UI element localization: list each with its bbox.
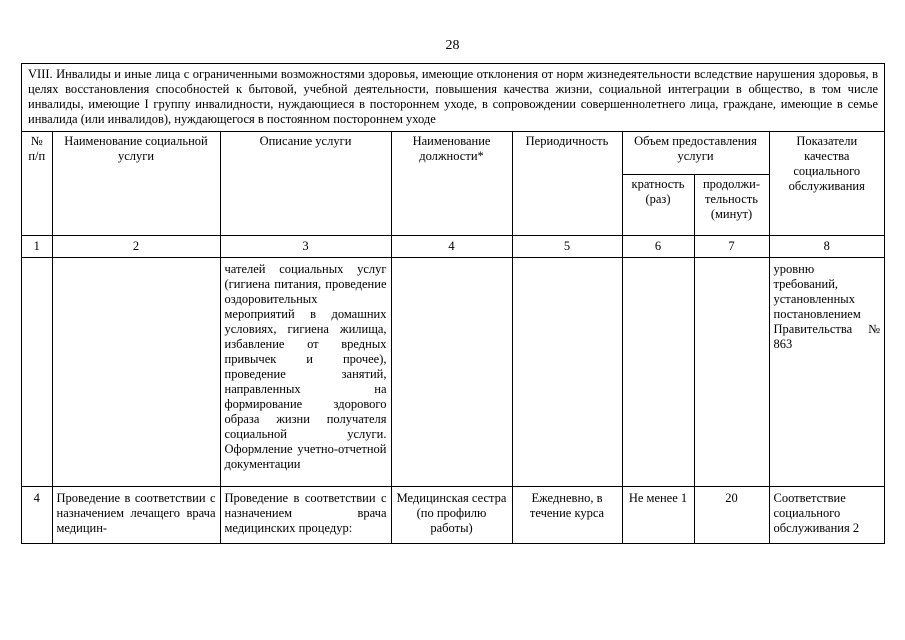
services-table-frame	[21, 63, 885, 544]
row-description: чателей социальных услуг (гигиена питания, проведение оздоровительных мероприятий в домашних условиях, гигиена жилища, избавление от вредных привычек и прочее), проведение занятий, направленных на формирование здорового образа жизни получателя социальной услуги. Оформление учетно-отчетной документации	[220, 258, 391, 487]
header-frequency: кратность (раз)	[622, 175, 694, 236]
column-number: 1	[22, 236, 52, 258]
row-num: 4	[22, 487, 52, 544]
header-position: Наименование должности*	[391, 132, 512, 236]
row-duration: 20	[694, 487, 769, 544]
row-periodicity	[512, 258, 622, 487]
header-num: № п/п	[22, 132, 52, 236]
row-service-name: Проведение в соответствии с назначением лечащего врача медицин-	[52, 487, 220, 544]
table-row	[22, 487, 884, 544]
column-number: 3	[220, 236, 391, 258]
row-frequency: Не менее 1	[622, 487, 694, 544]
header-description: Описание услуги	[220, 132, 391, 236]
row-position	[391, 258, 512, 487]
row-duration	[694, 258, 769, 487]
header-row	[22, 132, 884, 175]
column-number: 7	[694, 236, 769, 258]
header-duration: продолжи-тельность (минут)	[694, 175, 769, 236]
header-volume: Объем предоставления услуги	[622, 132, 769, 175]
row-indicators: уровню требований, установленных постановлением Правительства № 863	[769, 258, 884, 487]
page-number: 28	[445, 38, 460, 53]
services-table	[22, 132, 884, 543]
table-row	[22, 258, 884, 487]
row-service-name	[52, 258, 220, 487]
section-title: VIII. Инвалиды и иные лица с ограниченными возможностями здоровья, имеющие отклонения от норм жизнедеятельности вследствие нарушения здоровья, в целях восстановления способностей к бытовой, учебной деятельности, повышения качества жизни, социальной интеграции в общество, в том числе инвалиды, имеющие I группу инвалидности, нуждающиеся в постороннем уходе, в сопровождении совершеннолетнего лица, граждане, имеющие в семье инвалида (или инвалидов), нуждающегося в постоянном постороннем уходе	[22, 64, 884, 132]
row-description: Проведение в соответствии с назначением врача медицинских процедур:	[220, 487, 391, 544]
row-indicators: Соответствие социального обслуживания 2	[769, 487, 884, 544]
column-number: 6	[622, 236, 694, 258]
column-number: 4	[391, 236, 512, 258]
row-position: Медицинская сестра (по профилю работы)	[391, 487, 512, 544]
column-numbers-row	[22, 236, 884, 258]
row-frequency	[622, 258, 694, 487]
column-number: 5	[512, 236, 622, 258]
row-periodicity: Ежедневно, в течение курса	[512, 487, 622, 544]
column-number: 2	[52, 236, 220, 258]
column-number: 8	[769, 236, 884, 258]
row-num	[22, 258, 52, 487]
header-service-name: Наименование социальной услуги	[52, 132, 220, 236]
header-indicators: Показатели качества социального обслуживания	[769, 132, 884, 236]
header-periodicity: Периодичность	[512, 132, 622, 236]
